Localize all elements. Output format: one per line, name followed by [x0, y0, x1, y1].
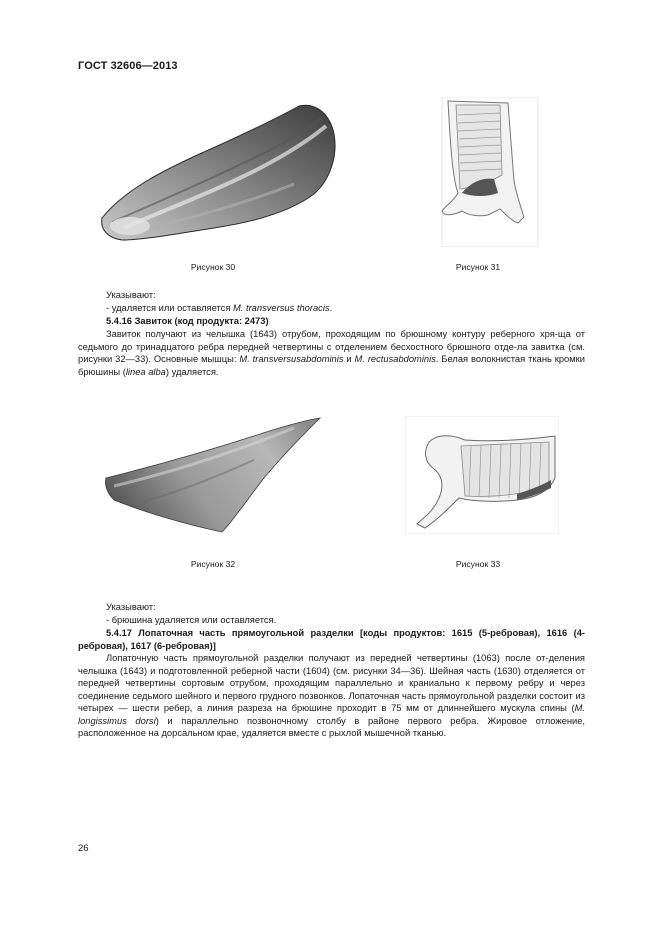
- indicate-label-1: Указывают:: [106, 290, 156, 300]
- section-5-4-16-body: [78, 328, 585, 378]
- tissue-term: linea alba: [125, 366, 166, 377]
- figure-33-image: [405, 416, 559, 534]
- bullet-peritoneum: - брюшина удаляется или оставляется.: [106, 615, 277, 625]
- muscle-term: M. longissimus dorsi: [78, 703, 585, 726]
- text-run: . Белая волокнистая ткань кромки брюшины (: [78, 354, 585, 377]
- figure-33-caption: Рисунок 33: [455, 559, 501, 569]
- figure-32-caption: Рисунок 32: [190, 559, 236, 569]
- muscle-term: M. transversusabdominis: [239, 354, 344, 364]
- bullet-end: .: [329, 303, 333, 313]
- muscle-term: M. rectusabdominis: [354, 354, 436, 364]
- page-number: 26: [78, 843, 89, 854]
- figure-30-caption: Рисунок 30: [190, 262, 236, 272]
- indicate-label-2: Указывают:: [106, 602, 156, 612]
- bullet-text: - удаляется или оставляется: [106, 303, 233, 313]
- text-run: ) удаляется.: [165, 366, 219, 377]
- figure-31-image: [428, 97, 540, 247]
- section-5-4-17-body: [78, 652, 585, 740]
- document-header: ГОСТ 32606—2013: [78, 60, 178, 72]
- figure-32-image: [104, 414, 326, 534]
- text-run: и: [343, 354, 355, 364]
- muscle-term: M. transversus thoracis: [233, 303, 330, 313]
- text-run: Завиток получают из челышка (1643) отрубом, проходящим по брюшному контуру реберного хря-ща от седьмого до тринадцатого ребра передней четвертины с отделением бесхостного брюшного отде-ла завитка (см. рисунки 32—33). Основные мышцы:: [78, 329, 585, 364]
- text-run: ) и параллельно позвоночному столбу в районе первого ребра. Жировое отложение, расположенное на дорсальном крае, удаляется вместе с рыхлой мышечной тканью.: [78, 715, 585, 738]
- figure-31-caption: Рисунок 31: [455, 262, 501, 272]
- section-5-4-17: [78, 627, 585, 740]
- figure-30-image: [94, 100, 356, 246]
- section-5-4-16-heading: 5.4.16 Завиток (код продукта: 2473): [106, 316, 269, 326]
- text-run: Лопаточную часть прямоугольной разделки получают из передней четвертины (1063) после от-деления челышка (1643) и подготовленной реберной части (1604) (см. рисунки 34—36). Шейная часть (1630) отделяется от передней четвертины сортовым отрубом, проходящим параллельно и краниально к первому ребру и через соединение седьмого шейного и первого грудного позвонков. Лопаточная часть прямоугольной разделки состоит из четырех — шести ребер, а линия разреза на брюшине проходит в 75 мм от длиннейшего мускула спины (: [78, 653, 585, 713]
- section-5-4-17-heading: 5.4.17 Лопаточная часть прямоугольной разделки [коды продуктов: 1615 (5-ребровая), 1616 (4-ребровая), 1617 (6-ребровая)]: [78, 628, 585, 651]
- bullet-thoracis: [106, 302, 332, 315]
